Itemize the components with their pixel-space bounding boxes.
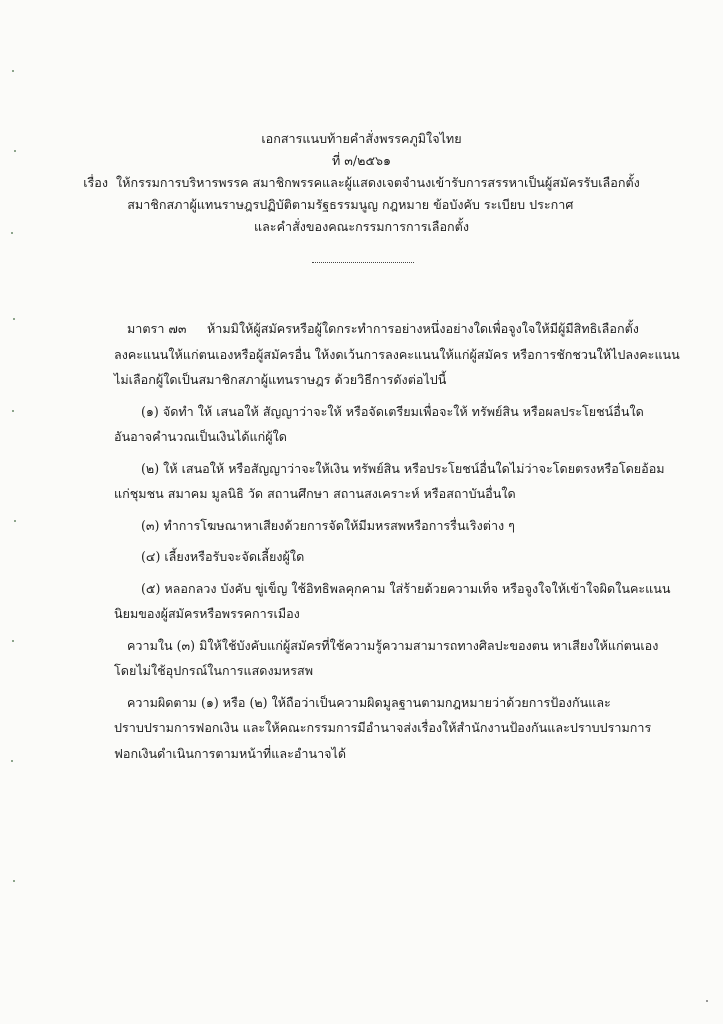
article-line-3: ไม่เลือกผู้ใดเป็นสมาชิกสภาผู้แทนราษฎร ด้วยวิธีการดังต่อไปนี้ (114, 372, 447, 387)
subject-line-1: ให้กรรมการบริหารพรรค สมาชิกพรรคและผู้แสดงเจตจำนงเข้ารับการสรรหาเป็นผู้สมัครรับเลือกตั้ง (116, 175, 640, 190)
paragraph-4-line-2: ปราบปรามการฟอกเงิน และให้คณะกรรมการมีอำนาจส่งเรื่องให้สำนักงานป้องกันและปราบปรามการ (114, 720, 652, 735)
scan-speck (14, 150, 16, 152)
item-1-line-1: (๑) จัดทำ ให้ เสนอให้ สัญญาว่าจะให้ หรือจัดเตรียมเพื่อจะให้ ทรัพย์สิน หรือผลประโยชน์อื่นใด (141, 403, 644, 419)
document-header (0, 128, 723, 238)
document-title: เอกสารแนบท้ายคำสั่งพรรคภูมิใจไทย (261, 131, 462, 146)
scan-speck (12, 410, 14, 412)
item-5-line-1: (๕) หลอกลวง บังคับ ขู่เข็ญ ใช้อิทธิพลคุกคาม ใส่ร้ายด้วยความเท็จ หรือจูงใจให้เข้าใจผิดในคะแนน (141, 580, 671, 596)
scan-speck (12, 70, 14, 72)
scan-speck (13, 318, 15, 320)
dotted-separator (312, 262, 414, 263)
scan-speck (11, 232, 13, 234)
document-subject (83, 172, 640, 216)
scan-speck (14, 520, 16, 522)
paragraph-4-line-1: ความผิดตาม (๑) หรือ (๒) ให้ถือว่าเป็นความผิดมูลฐานตามกฎหมายว่าด้วยการป้องกันและ (127, 694, 611, 710)
scan-speck (13, 880, 15, 882)
scan-speck (11, 760, 13, 762)
article-body (114, 316, 680, 766)
paragraph-4-line-3: ฟอกเงินดำเนินการตามหน้าที่และอำนาจได้ (114, 745, 347, 761)
subject-line-3: และคำสั่งของคณะกรรมการการเลือกตั้ง (253, 219, 470, 234)
article-label: มาตรา ๗๓ (127, 321, 187, 336)
item-3-line-1: (๓) ทำการโฆษณาหาเสียงด้วยการจัดให้มีมหรสพหรือการรื่นเริงต่าง ๆ (141, 517, 515, 533)
item-2-line-2: แก่ชุมชน สมาคม มูลนิธิ วัด สถานศึกษา สถานสงเคราะห์ หรือสถาบันอื่นใด (114, 486, 516, 501)
article-line-2: ลงคะแนนให้แก่ตนเองหรือผู้สมัครอื่น ให้งดเว้นการลงคะแนนให้แก่ผู้สมัคร หรือการชักชวนให้ไปลงคะแนน (114, 346, 680, 362)
scan-speck (706, 1000, 708, 1002)
paragraph-3-line-1: ความใน (๓) มิให้ใช้บังคับแก่ผู้สมัครที่ใช้ความรู้ความสามารถทางศิลปะของตน หาเสียงให้แก่ตนเอง (127, 637, 659, 653)
item-4-line-1: (๔) เลี้ยงหรือรับจะจัดเลี้ยงผู้ใด (141, 549, 305, 564)
item-2-line-1: (๒) ให้ เสนอให้ หรือสัญญาว่าจะให้เงิน ทรัพย์สิน หรือประโยชน์อื่นใดไม่ว่าจะโดยตรงหรือโดยอ้อม (141, 460, 665, 476)
subject-label: เรื่อง (83, 175, 109, 190)
article-line-1: มาตรา ๗๓ ห้ามมิให้ผู้สมัครหรือผู้ใดกระทำการอย่างหนึ่งอย่างใดเพื่อจูงใจให้มีผู้มีสิทธิเลือกตั้ง (127, 316, 643, 342)
item-1-line-2: อันอาจคำนวณเป็นเงินได้แก่ผู้ใด (114, 429, 287, 444)
subject-line-2: สมาชิกสภาผู้แทนราษฎรปฏิบัติตามรัฐธรรมนูญ กฎหมาย ข้อบังคับ ระเบียบ ประกาศ (127, 197, 574, 212)
item-5-line-2: นิยมของผู้สมัครหรือพรรคการเมือง (114, 606, 300, 621)
document-number: ที่ ๓/๒๕๖๑ (332, 153, 391, 168)
scan-speck (12, 640, 14, 642)
paragraph-3-line-2: โดยไม่ใช้อุปกรณ์ในการแสดงมหรสพ (114, 663, 313, 678)
